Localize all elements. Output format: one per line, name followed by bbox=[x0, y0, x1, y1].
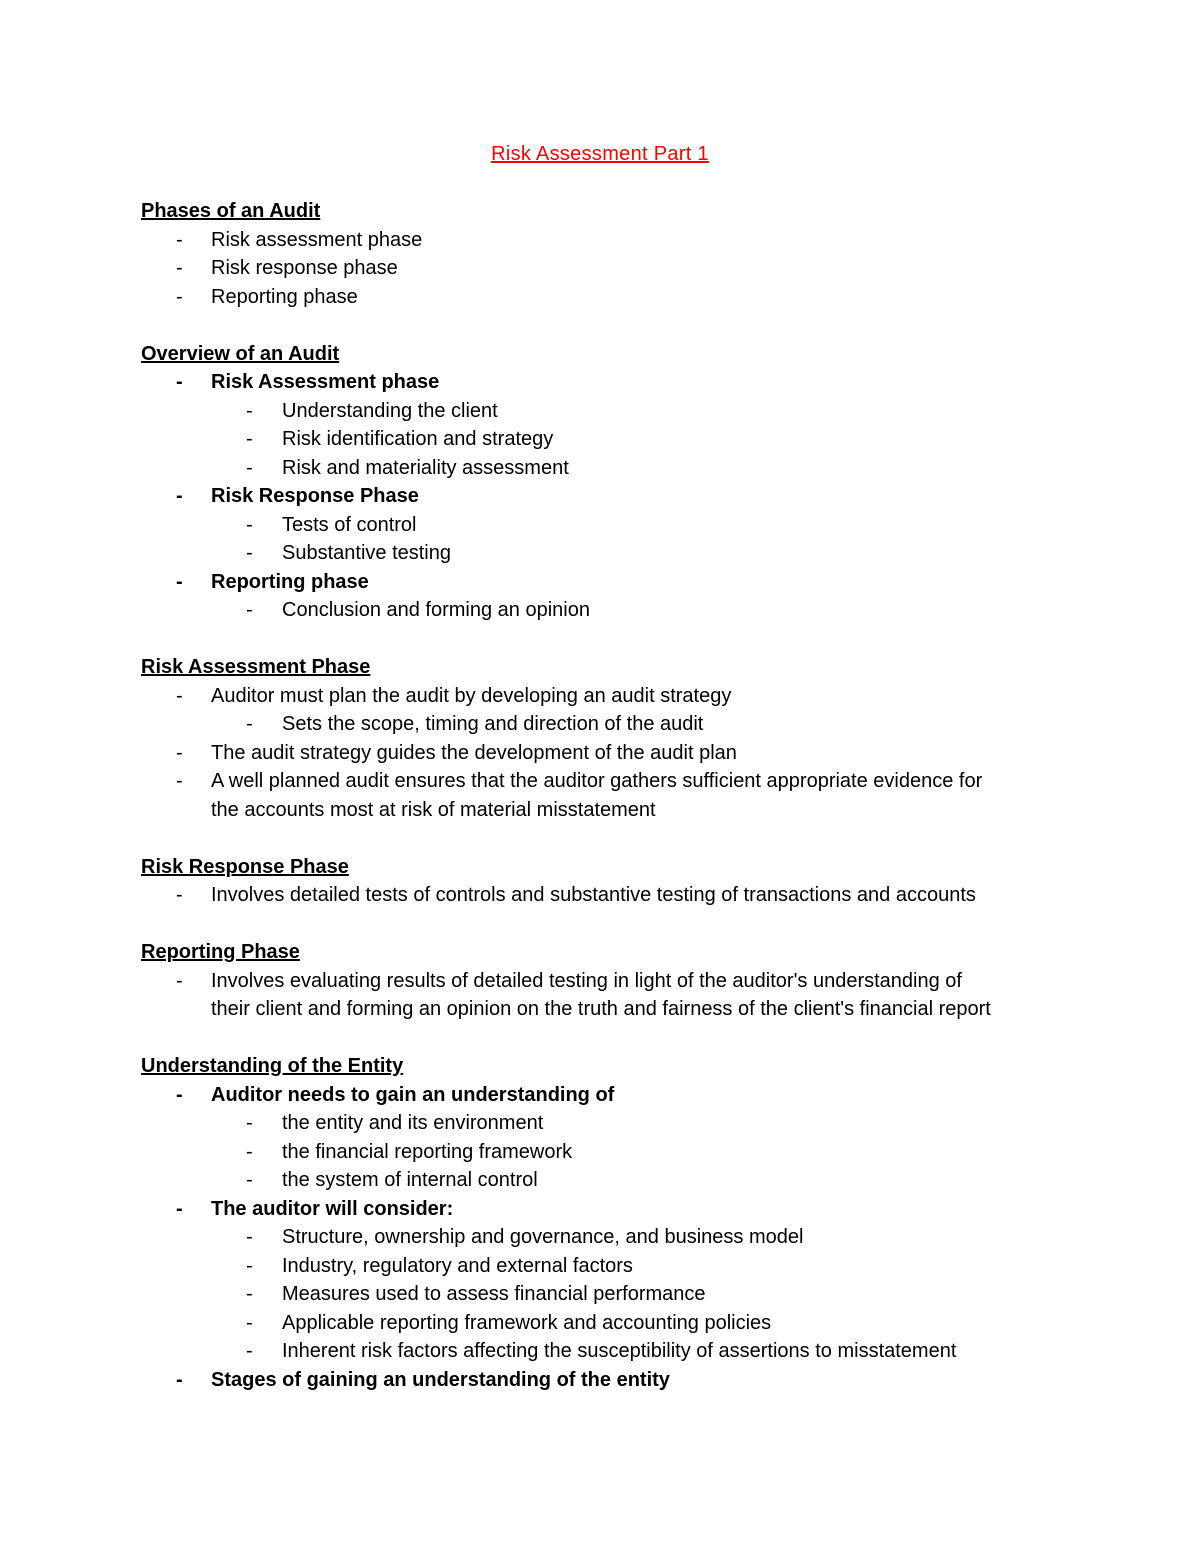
list-subitem: - Risk identification and strategy bbox=[141, 425, 1101, 454]
section-heading-overview: Overview of an Audit bbox=[141, 342, 340, 365]
list-item-group: - Risk Response Phase bbox=[141, 482, 1101, 511]
list-item-group: - The auditor will consider: bbox=[141, 1195, 1101, 1224]
list-subitem: - Conclusion and forming an opinion bbox=[141, 596, 1101, 625]
list-item: - Involves evaluating results of detailed testing in light of the auditor's understanding of bbox=[141, 967, 1101, 996]
bullet-dash: - bbox=[176, 485, 183, 507]
list-item: - A well planned audit ensures that the auditor gathers sufficient appropriate evidence for bbox=[141, 767, 1101, 796]
bullet-dash: - bbox=[176, 1197, 183, 1220]
section-heading-phases: Phases of an Audit bbox=[141, 200, 321, 222]
bullet-dash: - bbox=[176, 1368, 183, 1391]
bullet-dash: - bbox=[246, 456, 253, 479]
list-subitem: - the financial reporting framework bbox=[141, 1138, 1101, 1167]
bullet-dash: - bbox=[246, 1340, 253, 1362]
list-subitem: - Risk and materiality assessment bbox=[141, 454, 1101, 483]
bullet-dash: - bbox=[246, 713, 253, 735]
bullet-dash: - bbox=[246, 513, 253, 536]
bullet-dash: - bbox=[246, 1311, 253, 1334]
document-body bbox=[141, 197, 1101, 1394]
list-subitem: - Substantive testing bbox=[141, 539, 1101, 568]
bullet-dash: - bbox=[246, 599, 253, 621]
section-heading-entity: Understanding of the Entity bbox=[141, 1055, 404, 1077]
list-subitem: - Measures used to assess financial performance bbox=[141, 1280, 1101, 1309]
list-item: - Auditor must plan the audit by developing an audit strategy bbox=[141, 682, 1101, 711]
list-item-group: - Auditor needs to gain an understanding of bbox=[141, 1081, 1101, 1110]
document-title: Risk Assessment Part 1 bbox=[491, 143, 709, 165]
bullet-dash: - bbox=[246, 1140, 253, 1163]
bullet-dash: - bbox=[176, 285, 183, 308]
bullet-dash: - bbox=[176, 770, 183, 792]
bullet-dash: - bbox=[176, 570, 183, 593]
bullet-dash: - bbox=[246, 1226, 253, 1248]
bullet-dash: - bbox=[176, 969, 183, 992]
list-subitem: - Tests of control bbox=[141, 511, 1101, 540]
bullet-dash: - bbox=[176, 1083, 183, 1106]
section-heading-risk-response: Risk Response Phase bbox=[141, 855, 349, 878]
list-item: - The audit strategy guides the development of the audit plan bbox=[141, 739, 1101, 768]
list-subitem: - Structure, ownership and governance, and business model bbox=[141, 1223, 1101, 1252]
list-subitem: - Understanding the client bbox=[141, 397, 1101, 426]
bullet-dash: - bbox=[246, 1112, 253, 1134]
list-item-group: - Risk Assessment phase bbox=[141, 368, 1101, 397]
list-item-continuation: the accounts most at risk of material misstatement bbox=[211, 798, 656, 821]
bullet-dash: - bbox=[246, 428, 253, 450]
list-subitem: - the system of internal control bbox=[141, 1166, 1101, 1195]
bullet-dash: - bbox=[176, 371, 183, 393]
bullet-dash: - bbox=[176, 228, 183, 251]
bullet-dash: - bbox=[246, 1169, 253, 1191]
bullet-dash: - bbox=[246, 399, 253, 422]
bullet-dash: - bbox=[246, 542, 253, 564]
list-item: - Risk assessment phase bbox=[141, 226, 1101, 255]
list-subitem: - Sets the scope, timing and direction of the audit bbox=[141, 710, 1101, 739]
list-item-group: - Reporting phase bbox=[141, 568, 1101, 597]
bullet-dash: - bbox=[176, 884, 183, 906]
bullet-dash: - bbox=[176, 257, 183, 279]
list-subitem: - Industry, regulatory and external factors bbox=[141, 1252, 1101, 1281]
list-item-group: - Stages of gaining an understanding of the entity bbox=[141, 1366, 1101, 1395]
bullet-dash: - bbox=[246, 1254, 253, 1277]
list-subitem: - Inherent risk factors affecting the susceptibility of assertions to misstatement bbox=[141, 1337, 1101, 1366]
bullet-dash: - bbox=[176, 684, 183, 707]
list-item: - Reporting phase bbox=[141, 283, 1101, 312]
section-heading-reporting: Reporting Phase bbox=[141, 941, 300, 963]
list-item-continuation: their client and forming an opinion on the truth and fairness of the client's financial report bbox=[211, 998, 991, 1020]
bullet-dash: - bbox=[246, 1283, 253, 1305]
list-item: - Risk response phase bbox=[141, 254, 1101, 283]
list-item: - Involves detailed tests of controls and substantive testing of transactions and accounts bbox=[141, 881, 1101, 910]
list-subitem: - the entity and its environment bbox=[141, 1109, 1101, 1138]
bullet-dash: - bbox=[176, 741, 183, 764]
list-subitem: - Applicable reporting framework and accounting policies bbox=[141, 1309, 1101, 1338]
section-heading-risk-assessment: Risk Assessment Phase bbox=[141, 656, 371, 678]
